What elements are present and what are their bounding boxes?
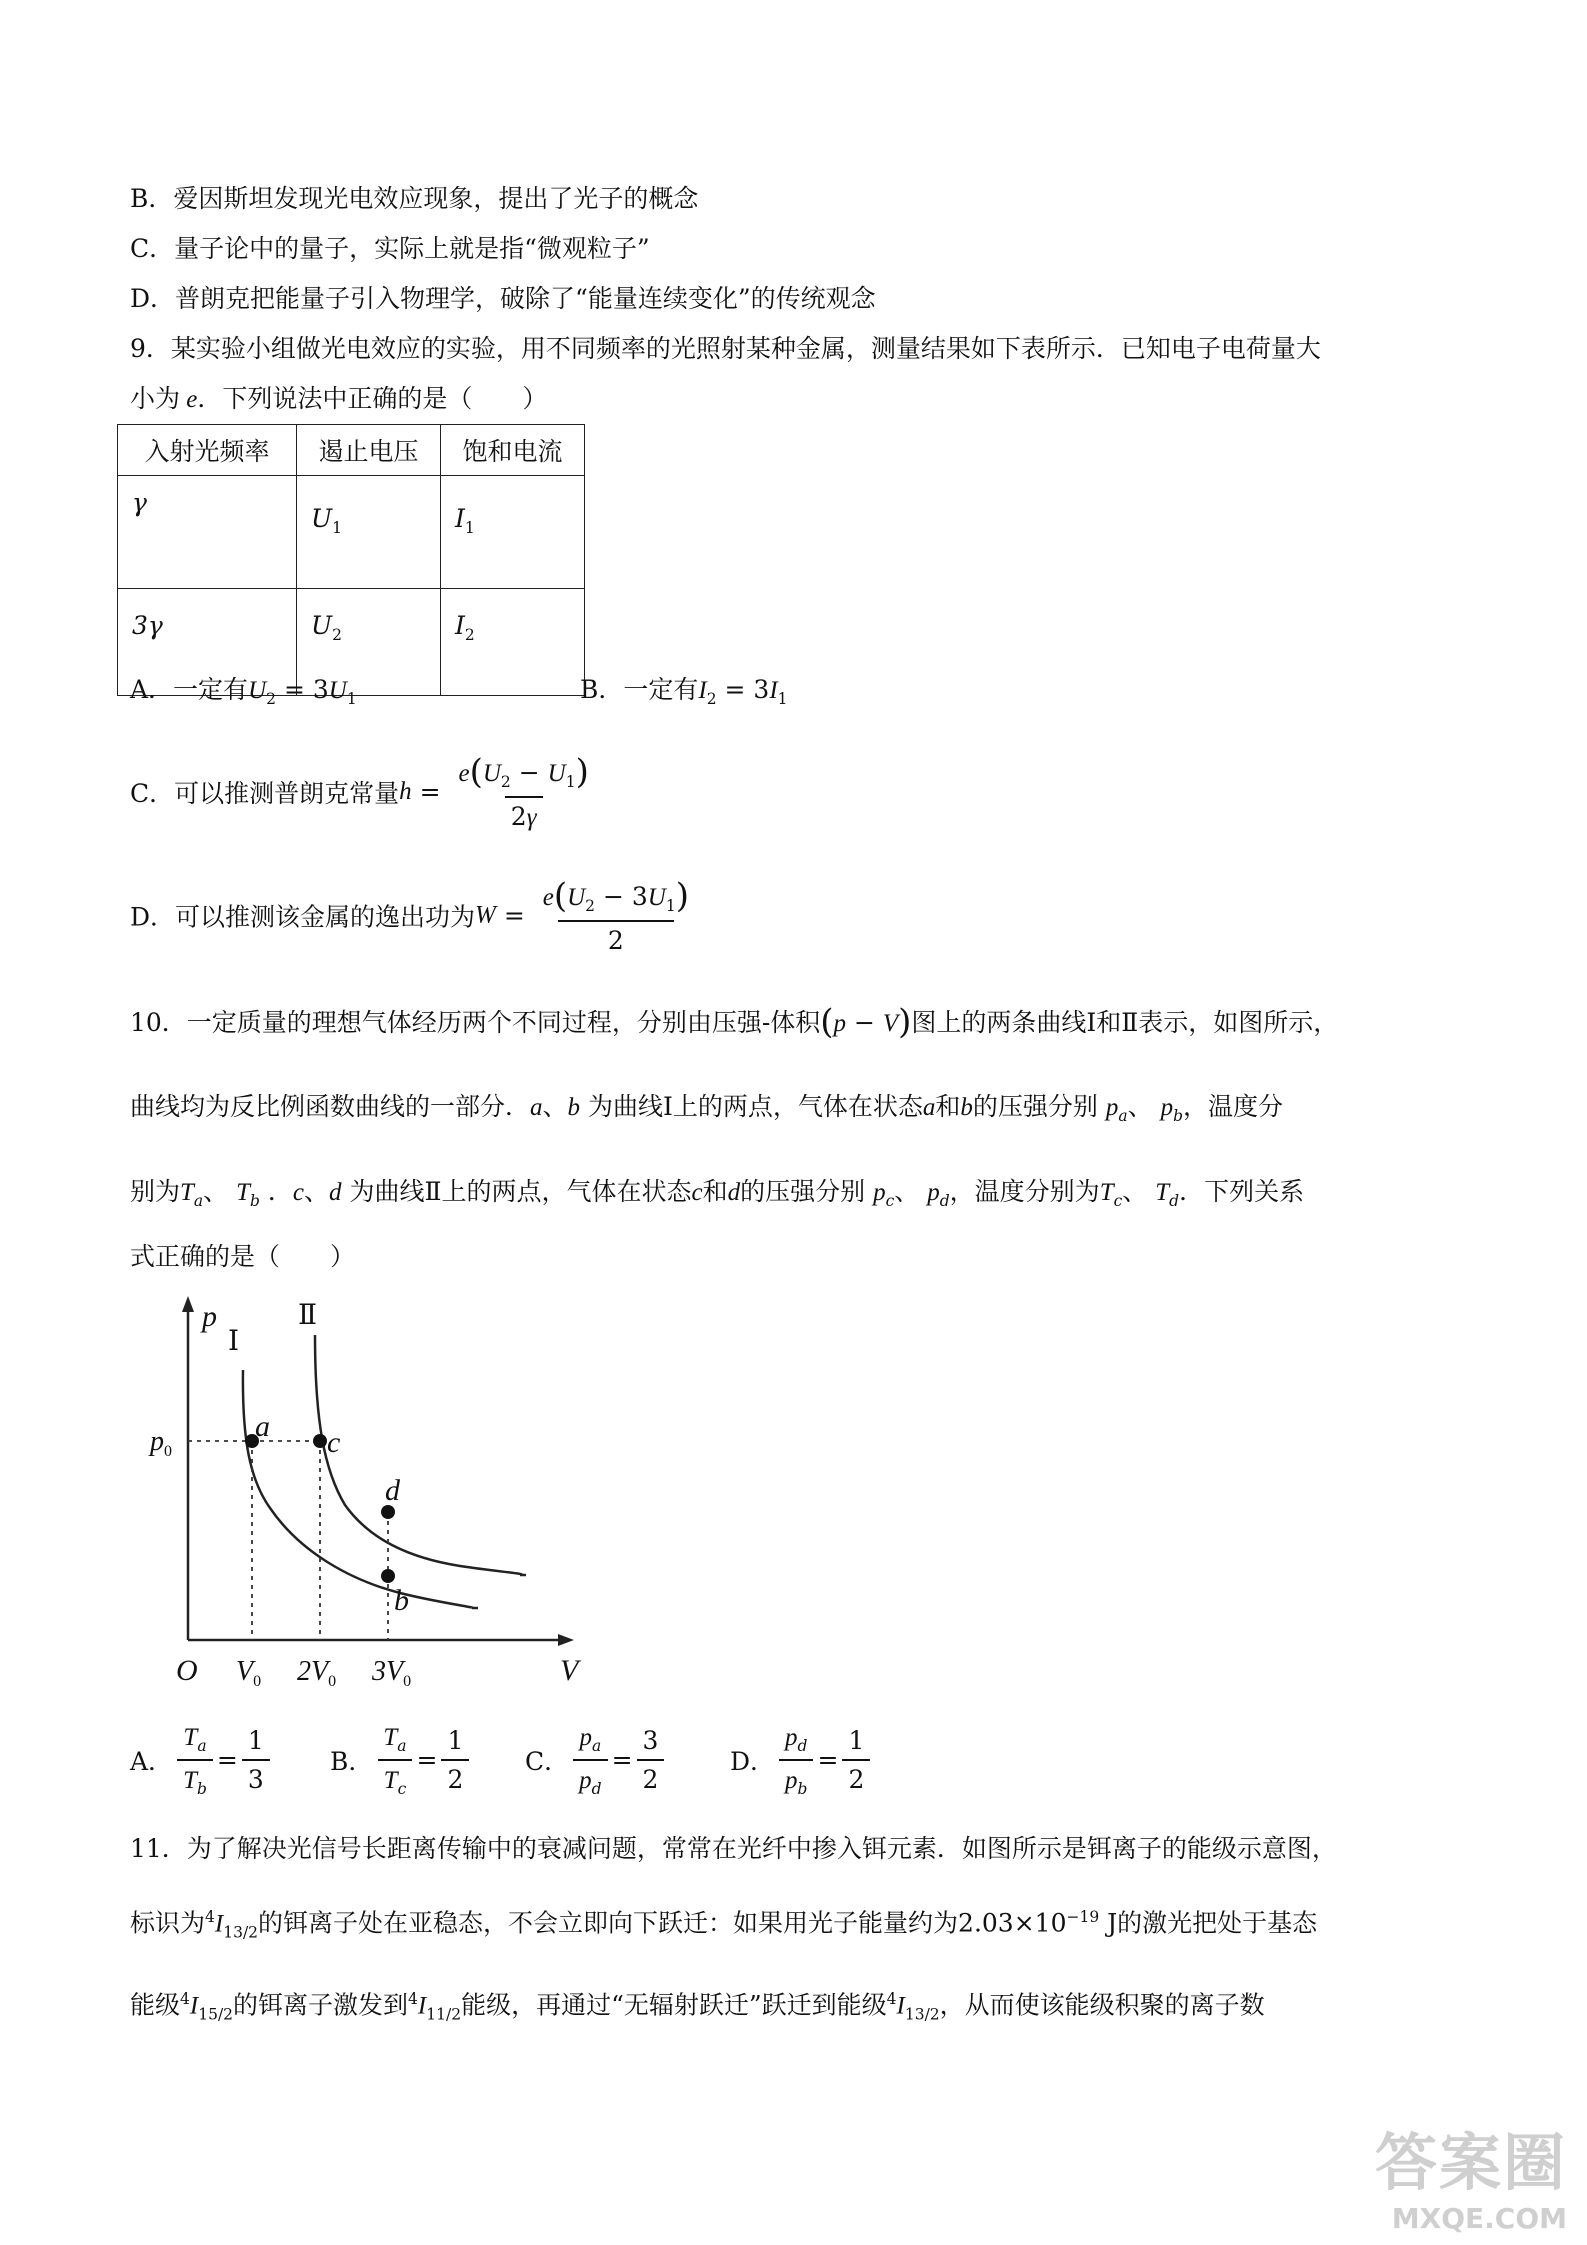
q9-line1: 9．某实验小组做光电效应的实验，用不同频率的光照射某种金属，测量结果如下表所示．已知电子电荷量大 [130,334,1321,363]
2v0-label: $2V_0$ [297,1656,337,1690]
v-label: V [560,1654,579,1687]
c-label: c [327,1426,341,1459]
option-d-text: D．普朗克把能量子引入物理学，破除了“能量连续变化”的传统观念 [130,284,876,313]
q10-option-d: D． $\frac{p_d}{p_b}$ = $\frac{1}{2}$ [730,1722,874,1798]
pv-diagram [140,1290,600,1690]
table-cell: $U_2$ [297,589,441,696]
curve-ii [315,1335,526,1575]
q10-line4: 式正确的是（ ） [130,1242,356,1271]
p-axis-arrow [182,1296,194,1312]
a-label: a [255,1410,270,1443]
table-cell: γ [118,476,297,589]
point-d [381,1505,395,1519]
option-b-text: B．爱因斯坦发现光电效应现象，提出了光子的概念 [130,184,699,213]
watermark-logo: 答案圈 MXQE.COM [1374,2126,1567,2235]
q9-data-table [117,424,585,696]
origin-label: O [176,1654,198,1687]
point-c [313,1434,327,1448]
table-header: 遏止电压 [297,425,441,476]
point-b [381,1569,395,1583]
b-label: b [394,1584,409,1617]
table-row [118,476,585,589]
q9-option-c: C．可以推测普朗克常量h = $\frac{e(U_2 - U_1)}{2\gamma}$ [130,752,589,831]
v0-label: $V_0$ [236,1656,262,1690]
q10-option-a: A． $\frac{T_a}{T_b}$ = $\frac{1}{3}$ [130,1722,274,1798]
q11-line1: 11．为了解决光信号长距离传输中的衰减问题，常常在光纤中掺入铒元素．如图所示是铒离子的能级示意图， [130,1834,1337,1863]
table-cell: $I_2$ [441,589,585,696]
q9-line2: 小为 e．下列说法中正确的是（ ） [130,384,548,413]
q10-option-c: C． $\frac{p_a}{p_d}$ = $\frac{3}{2}$ [525,1722,668,1798]
p0-label: $p_0$ [150,1426,172,1460]
d-label: d [385,1474,400,1507]
q11-line2: 标识为$^4I_{13/2}$的铒离子处在亚稳态，不会立即向下跃迁：如果用光子能量约为$2.03\times 10^{-19}$ J的激光把处于基态 [130,1908,1318,1942]
q9-option-d: D．可以推测该金属的逸出功为W = $\frac{e(U_2 - 3U_1)}{2}$ [130,876,689,955]
table-header: 饱和电流 [441,425,585,476]
q10-line2: 曲线均为反比例函数曲线的一部分．a、b 为曲线Ⅰ上的两点，气体在状态a和b的压强分别 $p_a$、 $p_b$，温度分 [130,1092,1284,1125]
curve-i-label: Ⅰ [228,1326,240,1357]
q10-line3: 别为$T_a$、 $T_b$ ．c、d 为曲线Ⅱ上的两点，气体在状态c和d的压强分别 $p_c$、 $p_d$，温度分别为$T_c$、 $T_d$．下列关系 [130,1177,1305,1210]
table-cell: 3γ [118,589,297,696]
q11-line3: 能级$^4I_{15/2}$的铒离子激发到$^4I_{11/2}$能级，再通过“无辐射跃迁”跃迁到能级$^4I_{13/2}$，从而使该能级积聚的离子数 [130,1990,1265,2024]
q9-option-a: A．一定有$U_2 = 3U_1$ [130,675,357,708]
option-c-text: C．量子论中的量子，实际上就是指“微观粒子” [130,234,650,263]
table-cell: $I_1$ [441,476,585,589]
p-label: p [202,1300,217,1333]
curve-i [243,1370,478,1608]
q10-line1: 10．一定质量的理想气体经历两个不同过程，分别由压强-体积(p − V)图上的两条曲线Ⅰ和Ⅱ表示，如图所示， [130,1002,1339,1042]
q9-option-b: B．一定有$I_2 = 3I_1$ [580,675,788,708]
q10-option-b: B． $\frac{T_a}{T_c}$ = $\frac{1}{2}$ [330,1722,473,1798]
table-cell: $U_1$ [297,476,441,589]
3v0-label: $3V_0$ [372,1656,412,1690]
v-axis-arrow [558,1634,574,1646]
table-header: 入射光频率 [118,425,297,476]
curve-ii-label: Ⅱ [298,1300,318,1331]
